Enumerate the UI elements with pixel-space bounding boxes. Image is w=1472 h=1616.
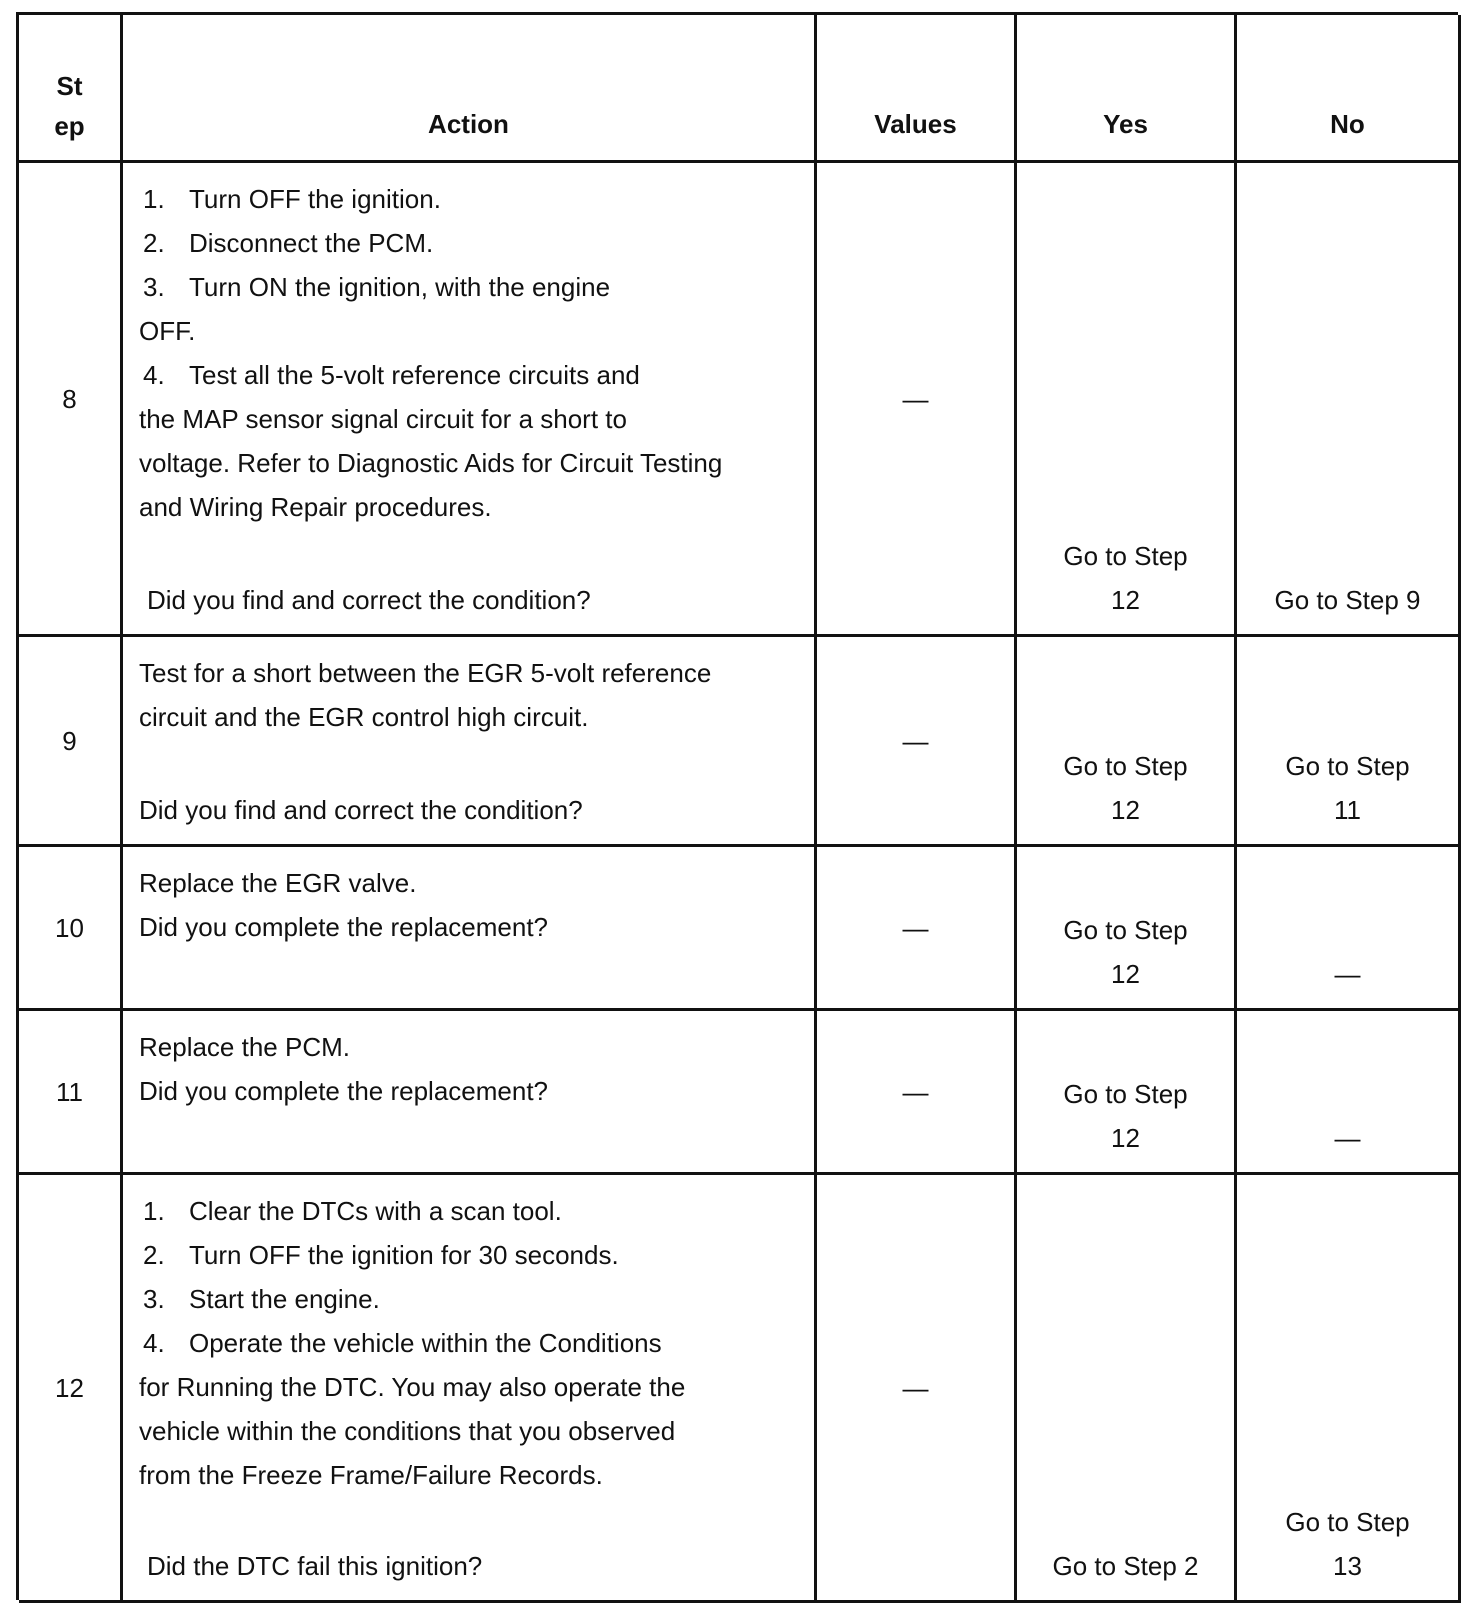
action-line: the MAP sensor signal circuit for a short to <box>139 404 627 434</box>
action-question: Did the DTC fail this ignition? <box>147 1551 483 1581</box>
yes-cell <box>1017 847 1237 1011</box>
no-cell <box>1237 163 1461 637</box>
action-line: 3. Start the engine. <box>143 1284 380 1314</box>
no-text-line: Go to Step <box>1285 1507 1410 1537</box>
step-number: 11 <box>19 1011 123 1175</box>
values-cell <box>817 1175 1017 1603</box>
yes-cell <box>1017 163 1237 637</box>
yes-cell <box>1017 637 1237 847</box>
values-dash: — <box>902 1076 929 1107</box>
yes-text-line: Go to Step <box>1063 751 1188 781</box>
no-text-line: Go to Step <box>1285 751 1410 781</box>
action-cell <box>123 1175 817 1603</box>
header-step <box>19 15 123 163</box>
action-line: 3. Turn ON the ignition, with the engine <box>143 272 611 302</box>
header-step-line1: St <box>56 71 83 101</box>
step-number: 9 <box>19 637 123 847</box>
values-dash: — <box>902 912 929 943</box>
yes-text-line: Go to Step <box>1063 915 1188 945</box>
yes-text-line: 12 <box>1111 959 1140 989</box>
header-yes: Yes <box>1017 15 1237 163</box>
no-dash: — <box>1334 1123 1361 1153</box>
yes-text-line: 12 <box>1111 1123 1140 1153</box>
action-line: from the Freeze Frame/Failure Records. <box>139 1460 603 1490</box>
no-cell <box>1237 1175 1461 1603</box>
action-line: Test for a short between the EGR 5-volt reference <box>139 658 712 688</box>
action-line: 1. Clear the DTCs with a scan tool. <box>143 1196 562 1226</box>
header-no: No <box>1237 15 1461 163</box>
no-cell <box>1237 1011 1461 1175</box>
no-text-line: 11 <box>1334 795 1361 825</box>
yes-text-line: Go to Step <box>1063 1079 1188 1109</box>
header-step-line2: ep <box>54 111 85 141</box>
action-line: Replace the EGR valve. <box>139 868 417 898</box>
values-cell <box>817 637 1017 847</box>
action-line: voltage. Refer to Diagnostic Aids for Circuit Testing <box>139 448 723 478</box>
yes-text-line: Go to Step <box>1063 541 1188 571</box>
action-line: 1. Turn OFF the ignition. <box>143 184 441 214</box>
no-dash: — <box>1334 959 1361 989</box>
action-cell <box>123 1011 817 1175</box>
action-cell <box>123 163 817 637</box>
no-cell <box>1237 637 1461 847</box>
values-cell <box>817 1011 1017 1175</box>
values-cell <box>817 163 1017 637</box>
action-line: 2. Turn OFF the ignition for 30 seconds. <box>143 1240 619 1270</box>
action-line: 2. Disconnect the PCM. <box>143 228 434 258</box>
action-line: Did you complete the replacement? <box>139 1076 549 1106</box>
header-values: Values <box>817 15 1017 163</box>
action-line: vehicle within the conditions that you observed <box>139 1416 676 1446</box>
values-dash: — <box>902 725 929 756</box>
header-action: Action <box>123 15 817 163</box>
no-text-line: 13 <box>1333 1551 1362 1581</box>
step-number: 10 <box>19 847 123 1011</box>
no-cell <box>1237 847 1461 1011</box>
yes-text-line: 12 <box>1111 795 1140 825</box>
step-number: 12 <box>19 1175 123 1603</box>
values-dash: — <box>902 1372 929 1403</box>
action-cell <box>123 847 817 1011</box>
action-question: Did you find and correct the condition? <box>147 585 591 615</box>
action-line: for Running the DTC. You may also operate the <box>139 1372 686 1402</box>
action-question: Did you find and correct the condition? <box>139 795 583 825</box>
yes-text-line: 12 <box>1111 585 1140 615</box>
action-line: circuit and the EGR control high circuit. <box>139 702 589 732</box>
action-line: 4. Test all the 5-volt reference circuits and <box>143 360 640 390</box>
yes-text-line: Go to Step 2 <box>1052 1551 1199 1581</box>
action-line: Did you complete the replacement? <box>139 912 549 942</box>
diagnostic-table <box>16 12 1458 1600</box>
action-cell <box>123 637 817 847</box>
action-line: and Wiring Repair procedures. <box>139 492 492 522</box>
action-line: Replace the PCM. <box>139 1032 350 1062</box>
step-number: 8 <box>19 163 123 637</box>
yes-cell <box>1017 1011 1237 1175</box>
values-dash: — <box>902 383 929 414</box>
yes-cell <box>1017 1175 1237 1603</box>
no-text-line: Go to Step 9 <box>1274 585 1421 615</box>
values-cell <box>817 847 1017 1011</box>
action-line: 4. Operate the vehicle within the Conditions <box>143 1328 662 1358</box>
action-line: OFF. <box>139 316 196 346</box>
